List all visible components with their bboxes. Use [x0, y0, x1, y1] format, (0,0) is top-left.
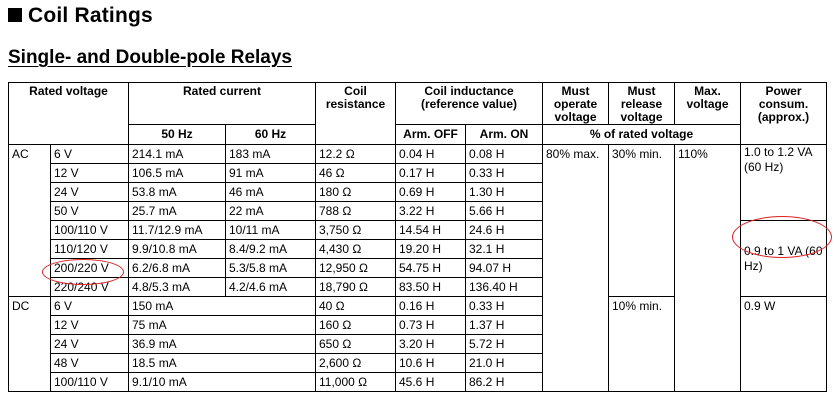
cell-inductance-off: 0.04 H [396, 145, 466, 164]
table-row [9, 145, 827, 164]
header-power-consumption: Power consum. (approx.) [741, 83, 827, 145]
cell-resistance: 46 Ω [316, 164, 396, 183]
cell-inductance-on: 0.08 H [466, 145, 543, 164]
cell-inductance-off: 3.20 H [396, 335, 466, 354]
cell-current-60hz: 22 mA [226, 202, 316, 221]
cell-resistance: 788 Ω [316, 202, 396, 221]
coil-ratings-table [8, 82, 827, 392]
header-arm-on: Arm. ON [466, 125, 543, 145]
cell-voltage: 220/240 V [51, 278, 129, 297]
cell-current-60hz: 5.3/5.8 mA [226, 259, 316, 278]
cell-current-50hz: 9.9/10.8 mA [129, 240, 226, 259]
cell-inductance-on: 1.30 H [466, 183, 543, 202]
cell-current-50hz: 25.7 mA [129, 202, 226, 221]
page-title [8, 4, 153, 28]
cell-inductance-on: 0.33 H [466, 297, 543, 316]
cell-inductance-on: 5.72 H [466, 335, 543, 354]
ac-power-consumption-1: 1.0 to 1.2 VA (60 Hz) [741, 145, 827, 221]
header-arm-off: Arm. OFF [396, 125, 466, 145]
page-title-text: Coil Ratings [28, 4, 153, 27]
cell-resistance: 18,790 Ω [316, 278, 396, 297]
cell-resistance: 12,950 Ω [316, 259, 396, 278]
header-50hz: 50 Hz [129, 125, 226, 145]
cell-resistance: 40 Ω [316, 297, 396, 316]
ac-label: AC [9, 145, 51, 297]
cell-current-60hz: 46 mA [226, 183, 316, 202]
cell-voltage: 48 V [51, 354, 129, 373]
cell-inductance-on: 32.1 H [466, 240, 543, 259]
cell-inductance-on: 5.66 H [466, 202, 543, 221]
cell-voltage: 100/110 V [51, 373, 129, 392]
header-rated-current: Rated current [129, 83, 316, 125]
ac-power-consumption-2: 0.9 to 1 VA (60 Hz) [741, 221, 827, 297]
cell-voltage: 200/220 V [51, 259, 129, 278]
dc-power-consumption: 0.9 W [741, 297, 827, 392]
cell-resistance: 160 Ω [316, 316, 396, 335]
cell-resistance: 650 Ω [316, 335, 396, 354]
cell-current-50hz: 4.8/5.3 mA [129, 278, 226, 297]
cell-inductance-off: 0.73 H [396, 316, 466, 335]
cell-voltage: 24 V [51, 335, 129, 354]
cell-current: 36.9 mA [129, 335, 316, 354]
cell-inductance-off: 45.6 H [396, 373, 466, 392]
square-bullet-icon [8, 8, 22, 22]
ac-must-operate: 80% max. [543, 145, 609, 392]
cell-inductance-off: 54.75 H [396, 259, 466, 278]
cell-current-50hz: 106.5 mA [129, 164, 226, 183]
ac-must-release: 30% min. [609, 145, 675, 297]
cell-resistance: 11,000 Ω [316, 373, 396, 392]
dc-label: DC [9, 297, 51, 392]
section-subtitle: Single- and Double-pole Relays [8, 47, 292, 68]
header-rated-voltage: Rated voltage [9, 83, 129, 145]
header-coil-resistance: Coil resistance [316, 83, 396, 145]
dc-must-release: 10% min. [609, 297, 675, 392]
header-must-operate: Must operate voltage [543, 83, 609, 125]
cell-inductance-on: 0.33 H [466, 164, 543, 183]
cell-inductance-off: 0.16 H [396, 297, 466, 316]
cell-current-60hz: 4.2/4.6 mA [226, 278, 316, 297]
cell-inductance-off: 83.50 H [396, 278, 466, 297]
cell-current-50hz: 214.1 mA [129, 145, 226, 164]
cell-inductance-off: 3.22 H [396, 202, 466, 221]
cell-current: 75 mA [129, 316, 316, 335]
cell-current-60hz: 8.4/9.2 mA [226, 240, 316, 259]
header-60hz: 60 Hz [226, 125, 316, 145]
cell-inductance-off: 0.69 H [396, 183, 466, 202]
header-must-release: Must release voltage [609, 83, 675, 125]
cell-voltage: 6 V [51, 297, 129, 316]
cell-current: 18.5 mA [129, 354, 316, 373]
header-max-voltage: Max. voltage [675, 83, 741, 125]
cell-inductance-on: 86.2 H [466, 373, 543, 392]
cell-inductance-on: 1.37 H [466, 316, 543, 335]
cell-current-60hz: 91 mA [226, 164, 316, 183]
cell-inductance-on: 24.6 H [466, 221, 543, 240]
cell-inductance-off: 19.20 H [396, 240, 466, 259]
header-percent-rated-voltage: % of rated voltage [543, 125, 741, 145]
cell-resistance: 4,430 Ω [316, 240, 396, 259]
cell-current-50hz: 6.2/6.8 mA [129, 259, 226, 278]
cell-voltage: 6 V [51, 145, 129, 164]
cell-inductance-off: 0.17 H [396, 164, 466, 183]
cell-voltage: 12 V [51, 164, 129, 183]
cell-voltage: 50 V [51, 202, 129, 221]
header-coil-inductance: Coil inductance (reference value) [396, 83, 543, 125]
cell-current-60hz: 183 mA [226, 145, 316, 164]
cell-inductance-off: 10.6 H [396, 354, 466, 373]
cell-inductance-on: 136.40 H [466, 278, 543, 297]
cell-resistance: 12.2 Ω [316, 145, 396, 164]
cell-resistance: 3,750 Ω [316, 221, 396, 240]
cell-current-50hz: 11.7/12.9 mA [129, 221, 226, 240]
cell-voltage: 110/120 V [51, 240, 129, 259]
cell-voltage: 12 V [51, 316, 129, 335]
cell-inductance-off: 14.54 H [396, 221, 466, 240]
cell-resistance: 2,600 Ω [316, 354, 396, 373]
cell-resistance: 180 Ω [316, 183, 396, 202]
cell-current: 9.1/10 mA [129, 373, 316, 392]
cell-voltage: 24 V [51, 183, 129, 202]
ac-max-voltage: 110% [675, 145, 741, 392]
cell-current: 150 mA [129, 297, 316, 316]
cell-inductance-on: 94.07 H [466, 259, 543, 278]
cell-voltage: 100/110 V [51, 221, 129, 240]
cell-inductance-on: 21.0 H [466, 354, 543, 373]
cell-current-60hz: 10/11 mA [226, 221, 316, 240]
cell-current-50hz: 53.8 mA [129, 183, 226, 202]
